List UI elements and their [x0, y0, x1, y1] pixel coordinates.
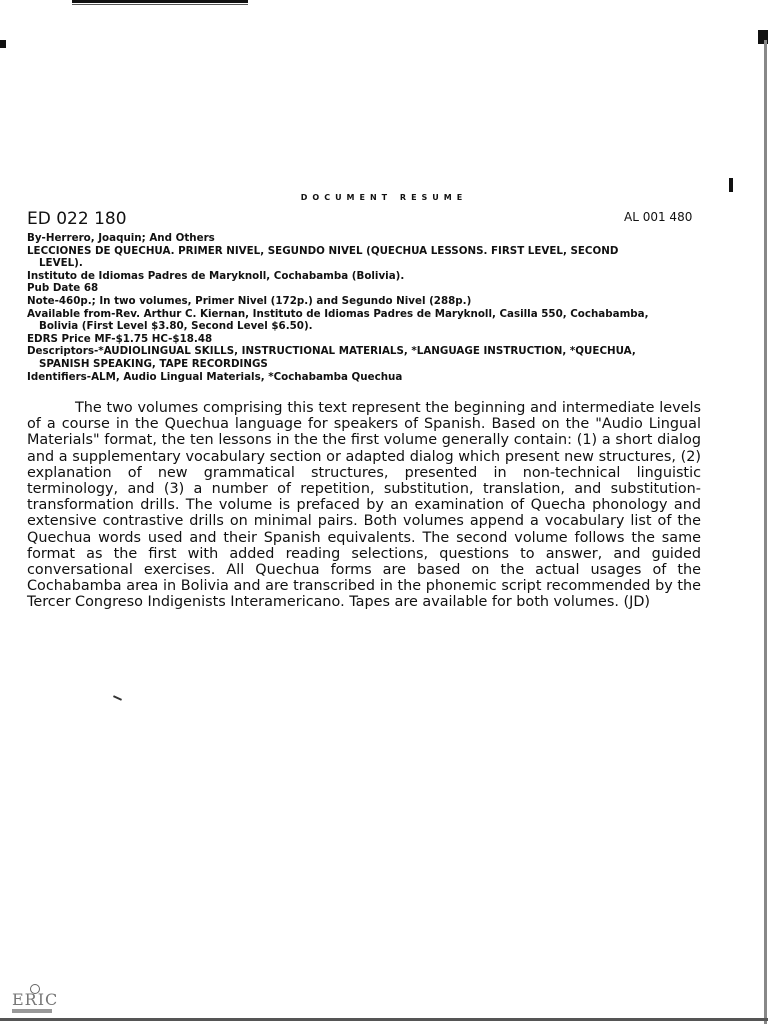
descriptors-line: Descriptors-*AUDIOLINGUAL SKILLS, INSTRUCTIONAL MATERIALS, *LANGUAGE INSTRUCTION, *QUECHUA, [27, 345, 636, 358]
edrs-price-line: EDRS Price MF-$1.75 HC-$18.48 [27, 332, 213, 345]
document-title: DOCUMENT RESUME [300, 193, 468, 202]
page-edge-right [764, 40, 767, 1024]
scan-mark-right [729, 178, 733, 192]
availability-line: Available from-Rev. Arthur C. Kiernan, Instituto de Idiomas Padres de Maryknoll, Casilla 550, Cochabamba, [27, 307, 649, 320]
availability-line-continued: Bolivia (First Level $3.80, Second Level $6.50). [39, 320, 313, 333]
institution-line: Instituto de Idiomas Padres de Maryknoll, Cochabamba (Bolivia). [27, 269, 405, 282]
title-line-continued: LEVEL). [39, 257, 83, 270]
ed-number: ED 022 180 [27, 209, 127, 229]
identifiers-line: Identifiers-ALM, Audio Lingual Materials, *Cochabamba Quechua [27, 370, 403, 383]
scan-mark-left [0, 40, 6, 48]
author-line: By-Herrero, Joaquin; And Others [27, 232, 215, 244]
eric-logo [12, 984, 59, 1016]
abstract-paragraph: The two volumes comprising this text represent the beginning and intermediate levels of a course in the Quechua language for speakers of Spanish. Based on the "Audio Lingual Materials" format, the ten lessons in the the first volume generally contain: (1) a short dialog and a supplementary vocabulary section or adapted dialog which present new structures, (2) explanation of new grammatical structures, presented in non-technical linguistic terminology, and (3) a number of repetition, substitution, translation, and substitution-transformation drills. The volume is prefaced by an examination of Quecha phonology and extensive contrastive drills on minimal pairs. Both volumes append a vocabulary list of the Quechua words used and their Spanish equivalents. The second volume follows the same format as the first with added reading selections, questions to answer, and guided conversational exercises. All Quechua forms are based on the actual usages of the Cochabamba area in Bolivia and are transcribed in the phonemic script recommended by the Tercer Congreso Indigenists Interamericano. Tapes are available for both volumes. (JD) [27, 400, 701, 611]
bibliographic-metadata [27, 232, 707, 383]
al-number: AL 001 480 [624, 210, 693, 224]
page-edge-bottom [0, 1018, 768, 1021]
title-line: LECCIONES DE QUECHUA. PRIMER NIVEL, SEGUNDO NIVEL (QUECHUA LESSONS. FIRST LEVEL, SECOND [27, 244, 619, 257]
descriptors-line-continued: SPANISH SPEAKING, TAPE RECORDINGS [39, 357, 268, 370]
top-rule [72, 0, 248, 3]
pub-date-line: Pub Date 68 [27, 282, 99, 295]
note-line: Note-460p.; In two volumes, Primer Nivel (172p.) and Segundo Nivel (288p.) [27, 294, 472, 307]
eric-logo-text: ERIC [12, 990, 59, 1009]
eric-logo-bar [12, 1009, 52, 1013]
top-rule-thin [72, 4, 248, 5]
stray-scan-mark [113, 695, 122, 701]
